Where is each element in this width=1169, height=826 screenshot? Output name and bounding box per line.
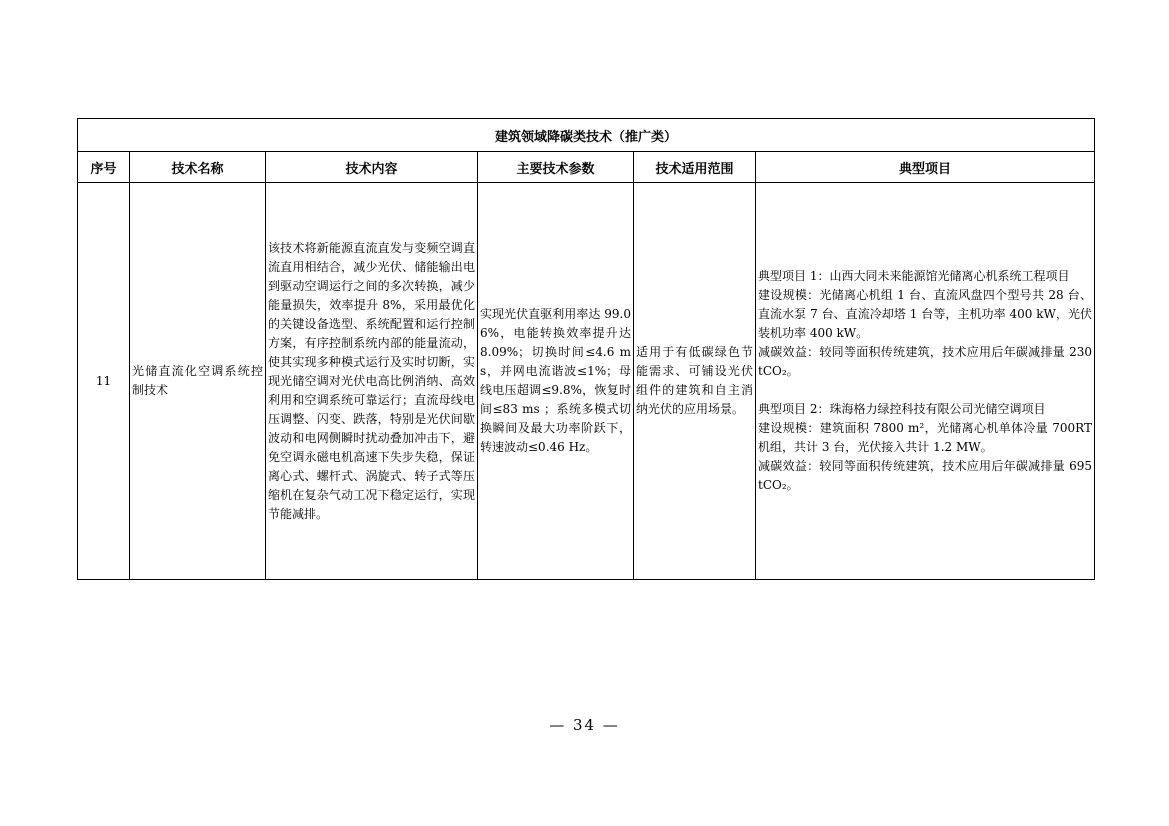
project-separator — [758, 381, 1092, 400]
table-header-row — [78, 152, 1095, 183]
tech-table-container — [77, 118, 1094, 580]
tech-table — [77, 118, 1095, 580]
table-title: 建筑领域降碳类技术（推广类） — [78, 119, 1095, 152]
project-1-benefit: 减碳效益：较同等面积传统建筑，技术应用后年碳减排量 230 tCO₂。 — [758, 345, 1093, 378]
row-tech-scope: 适用于有低碳绿色节能需求、可铺设光伏组件的建筑和自主消纳光伏的应用场景。 — [636, 345, 753, 416]
cell-params — [478, 183, 634, 580]
header-content: 技术内容 — [266, 152, 478, 183]
table-row — [78, 183, 1095, 580]
table-title-row — [78, 119, 1095, 152]
project-1-title: 典型项目 1：山西大同未来能源馆光储离心机系统工程项目 — [758, 269, 1070, 283]
row-tech-params: 实现光伏直驱利用率达 99.06%，电能转换效率提升达 8.09%；切换时间≤4.6 ms，并网电流谐波≤1%；母线电压超调≤9.8%，恢复时间≤83 ms ；系统多模式切换瞬间及最大功率阶跃下，转速波动≤0.46 Hz。 — [480, 307, 631, 454]
row-projects — [756, 267, 1094, 495]
header-index: 序号 — [78, 152, 130, 183]
project-2-title: 典型项目 2：珠海格力绿控科技有限公司光储空调项目 — [758, 402, 1046, 416]
page-number: — 34 — — [549, 716, 620, 734]
cell-projects — [756, 183, 1095, 580]
cell-index — [78, 183, 130, 580]
row-index: 11 — [95, 373, 112, 388]
project-1-scale: 建设规模：光储离心机组 1 台、直流风盘四个型号共 28 台、直流水泵 7 台、直流冷却塔 1 台等，主机功率 400 kW，光伏装机功率 400 kW。 — [758, 288, 1093, 340]
header-params: 主要技术参数 — [478, 152, 634, 183]
cell-content — [266, 183, 478, 580]
project-2-scale: 建设规模：建筑面积 7800 m²，光储离心机单体冷量 700RT 机组，共计 3 台，光伏接入共计 1.2 MW。 — [758, 421, 1093, 454]
header-scope: 技术适用范围 — [634, 152, 756, 183]
header-name: 技术名称 — [130, 152, 266, 183]
row-tech-content: 该技术将新能源直流直发与变频空调直流直用相结合，减少光伏、储能输出电到驱动空调运行之间的多次转换，减少能量损失，效率提升 8%，采用最优化的关键设备选型、系统配置和运行控制方案，有序控制系统内部的能量流动，使其实现多种模式运行及实时切断，实现光储空调对光伏电高比例消纳、高效利用和空调系统可靠运行；直流母线电压调整、闪变、跌落，特别是光伏间歇波动和电网侧瞬时扰动叠加冲击下，避免空调永磁电机高速下失步失稳，保证离心式、螺杆式、涡旋式、转子式等压缩机在复杂气动工况下稳定运行，实现节能减排。 — [268, 240, 475, 521]
row-tech-name: 光储直流化空调系统控制技术 — [132, 364, 263, 397]
cell-name — [130, 183, 266, 580]
project-2-benefit: 减碳效益：较同等面积传统建筑，技术应用后年碳减排量 695 tCO₂。 — [758, 459, 1093, 492]
cell-scope — [634, 183, 756, 580]
header-projects: 典型项目 — [756, 152, 1095, 183]
